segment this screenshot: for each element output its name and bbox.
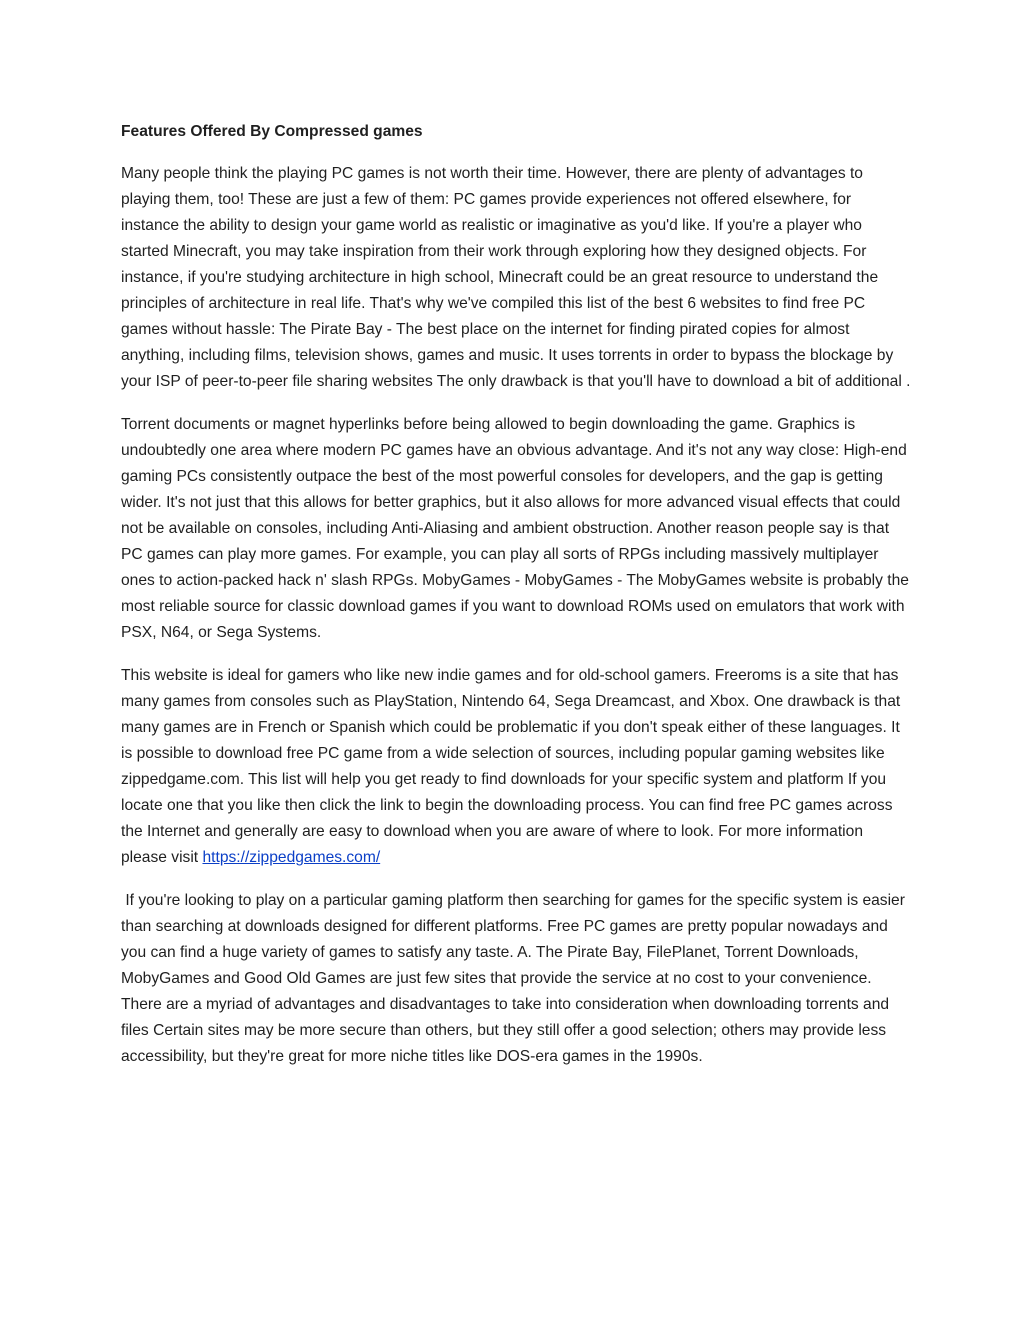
paragraph-3-text: This website is ideal for gamers who like new indie games and for old-school gamers. Freeroms is a site that has many games from consoles such as PlayStation, Nintendo 64, Sega Dreamcast, and Xbox. One drawback is that many games are in French or Spanish which could be problematic if you don't speak either of these languages. It is possible to download free PC game from a wide selection of sources, including popular gaming websites like zippedgame.com. This list will help you get ready to find downloads for your specific system and platform If you locate one that you like then click the link to begin the downloading process. You can find free PC games across the Internet and generally are easy to download when you are aware of where to look. For more information please visit xyxy=(121,667,901,866)
paragraph-4: If you're looking to play on a particular gaming platform then searching for games for the specific system is easier than searching at downloads designed for different platforms. Free PC games are pretty popular nowadays and you can find a huge variety of games to satisfy any taste. A. The Pirate Bay, FilePlanet, Torrent Downloads, MobyGames and Good Old Games are just few sites that provide the service at no cost to your convenience. There are a myriad of advantages and disadvantages to take into consideration when downloading torrents and files Certain sites may be more secure than others, but they still offer a good selection; others may provide less accessibility, but they're great for more niche titles like DOS-era games in the 1990s. xyxy=(121,892,910,1065)
document-heading: Features Offered By Compressed games xyxy=(121,123,423,140)
paragraph-3 xyxy=(121,663,911,871)
zippedgames-link[interactable]: https://zippedgames.com/ xyxy=(202,849,381,866)
paragraph-2: Torrent documents or magnet hyperlinks before being allowed to begin downloading the game. Graphics is undoubtedly one area where modern PC games have an obvious advantage. And it's not any way close: High-end gaming PCs consistently outpace the best of the most powerful consoles for developers, and the gap is getting wider. It's not just that this allows for better graphics, but it also allows for more advanced visual effects that could not be available on consoles, including Anti-Aliasing and ambient obstruction. Another reason people say is that PC games can play more games. For example, you can play all sorts of RPGs including massively multiplayer ones to action-packed hack n' slash RPGs. MobyGames - MobyGames - The MobyGames website is probably the most reliable source for classic download games if you want to download ROMs used on emulators that work with PSX, N64, or Sega Systems. xyxy=(121,416,909,641)
paragraph-1: Many people think the playing PC games is not worth their time. However, there are plenty of advantages to playing them, too! These are just a few of them: PC games provide experiences not offered elsewhere, for instance the ability to design your game world as realistic or imaginative as you'd like. If you're a player who started Minecraft, you may take inspiration from their work through exploring how they designed objects. For instance, if you're studying architecture in high school, Minecraft could be an great resource to understand the principles of architecture in real life. That's why we've compiled this list of the best 6 websites to find free PC games without hassle: The Pirate Bay - The best place on the internet for finding pirated copies for almost anything, including films, television shows, games and music. It uses torrents in order to bypass the blockage by your ISP of peer-to-peer file sharing websites The only drawback is that you'll have to download a bit of additional . xyxy=(121,165,911,390)
document-page xyxy=(121,119,911,1087)
